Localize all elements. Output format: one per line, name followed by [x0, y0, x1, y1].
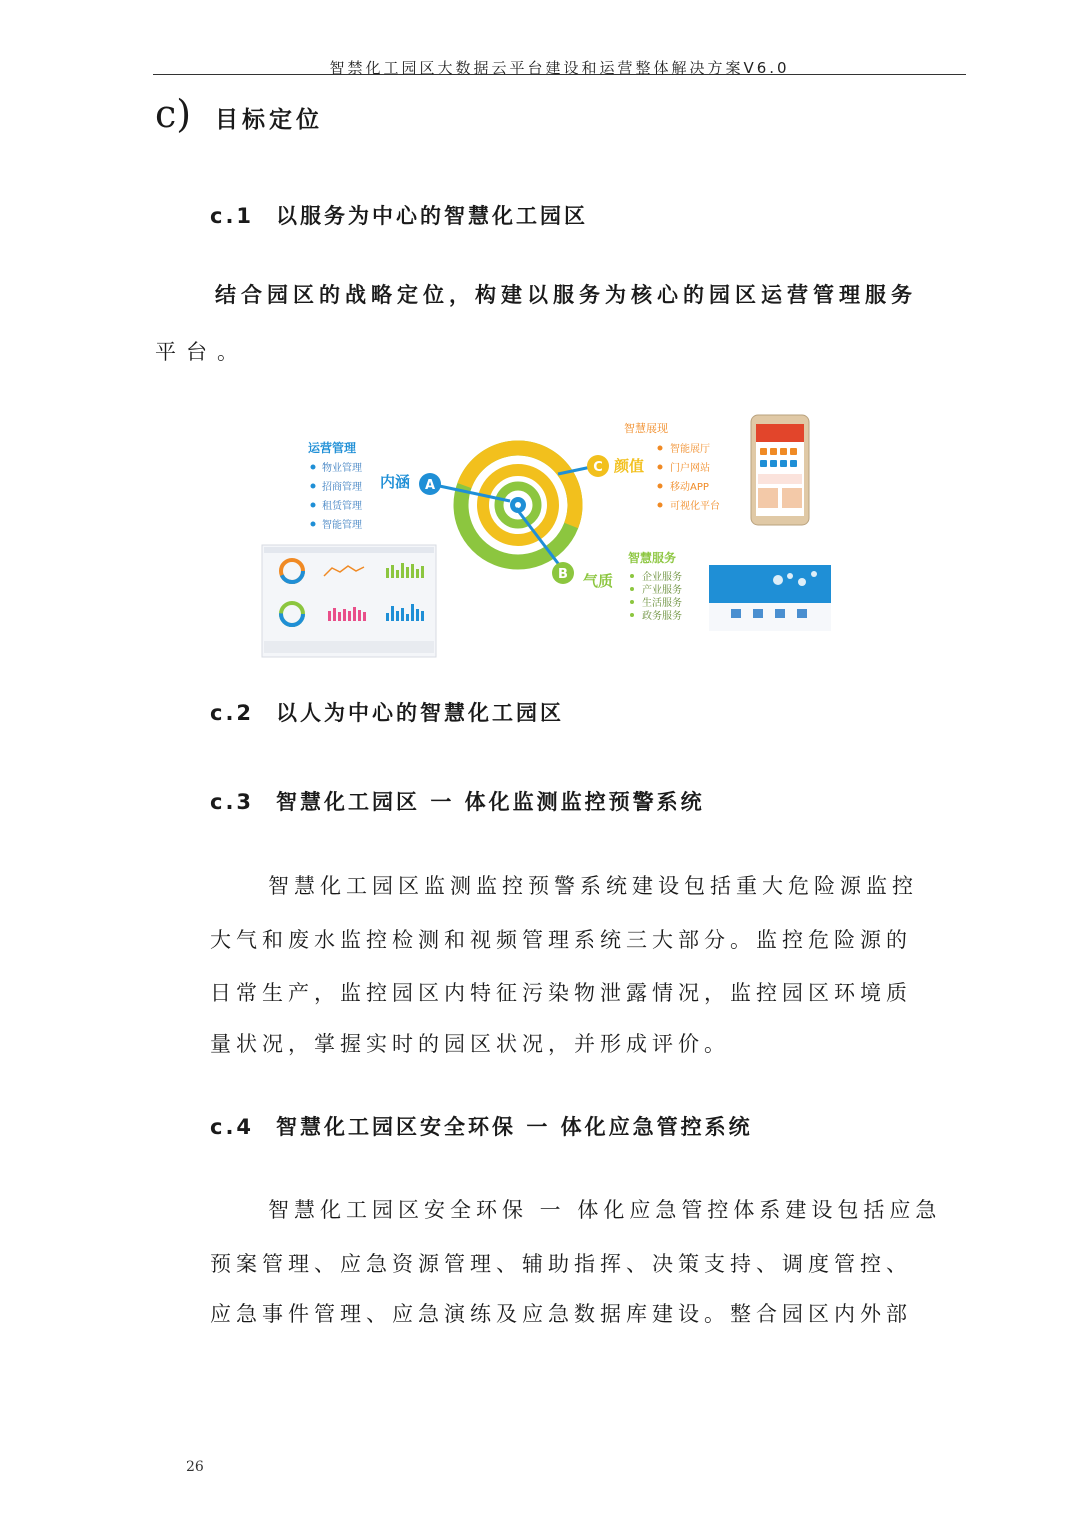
subsection-c2-title: 以人为中心的智慧化工园区 [276, 701, 565, 725]
phone-mockup [751, 415, 809, 525]
target-rings [445, 432, 591, 578]
subsection-c3-heading [210, 786, 705, 816]
subsection-c1-number: c.1 [210, 204, 255, 228]
c4-paragraph-line-1: 智慧化工园区安全环保 一 体化应急管控体系建设包括应急 [268, 1198, 942, 1222]
web-portal-mockup [709, 565, 831, 631]
show-item-3: 移动APP [670, 482, 709, 493]
c4-paragraph-line-2: 预案管理、应急资源管理、辅助指挥、决策支持、调度管控、 [210, 1252, 912, 1276]
dashboard-screenshot [262, 545, 436, 657]
ops-item-4: 智能管理 [322, 520, 362, 531]
c1-paragraph-line-2: 平台。 [155, 340, 248, 364]
c3-paragraph-line-4: 量状况，掌握实时的园区状况，并形成评价。 [210, 1032, 730, 1056]
subsection-c4-title: 智慧化工园区安全环保 一 体化应急管控系统 [276, 1115, 753, 1139]
svc-item-3: 生活服务 [642, 598, 682, 609]
target-positioning-figure [258, 408, 838, 663]
badge-a: A [424, 478, 436, 493]
ops-title: 运营管理 [308, 441, 357, 455]
subsection-c4-heading [210, 1111, 753, 1141]
subsection-c3-title: 智慧化工园区 一 体化监测监控预警系统 [276, 790, 705, 814]
subsection-c3-number: c.3 [210, 790, 255, 814]
show-item-1: 智能展厅 [670, 444, 710, 455]
header-rule [153, 74, 966, 75]
svc-item-2: 产业服务 [642, 585, 682, 596]
subsection-c4-number: c.4 [210, 1115, 255, 1139]
show-title: 智慧展现 [624, 422, 668, 435]
label-neihan: 内涵 [380, 473, 411, 491]
ops-item-3: 租赁管理 [322, 501, 362, 512]
c3-paragraph-line-1: 智慧化工园区监测监控预警系统建设包括重大危险源监控 [268, 874, 918, 898]
c3-paragraph-line-3: 日常生产，监控园区内特征污染物泄露情况，监控园区环境质 [210, 981, 912, 1005]
badge-c: C [593, 460, 603, 475]
subsection-c2-number: c.2 [210, 701, 255, 725]
c1-paragraph-line-1: 结合园区的战略定位，构建以服务为核心的园区运营管理服务 [215, 283, 917, 307]
label-qizhi: 气质 [583, 572, 614, 590]
show-item-2: 门户网站 [670, 463, 710, 474]
subsection-c1-heading [210, 200, 588, 230]
page-number: 26 [186, 1459, 204, 1475]
page-header-title: 智禁化工园区大数据云平台建设和运营整体解决方案V6.0 [329, 59, 790, 77]
svc-title: 智慧服务 [628, 551, 677, 565]
ops-item-1: 物业管理 [322, 463, 362, 474]
section-title: 目标定位 [215, 107, 323, 133]
subsection-c1-title: 以服务为中心的智慧化工园区 [276, 204, 589, 228]
show-item-4: 可视化平台 [670, 501, 720, 512]
subsection-c2-heading [210, 697, 564, 727]
svc-item-4: 政务服务 [642, 611, 682, 622]
c3-paragraph-line-2: 大气和废水监控检测和视频管理系统三大部分。监控危险源的 [210, 928, 912, 952]
section-letter: c) [155, 92, 192, 136]
badge-b: B [558, 567, 568, 582]
c4-paragraph-line-3: 应急事件管理、应急演练及应急数据库建设。整合园区内外部 [210, 1302, 912, 1326]
ops-item-2: 招商管理 [322, 482, 362, 493]
label-yanzhi: 颜值 [614, 457, 645, 475]
svc-item-1: 企业服务 [642, 572, 682, 583]
